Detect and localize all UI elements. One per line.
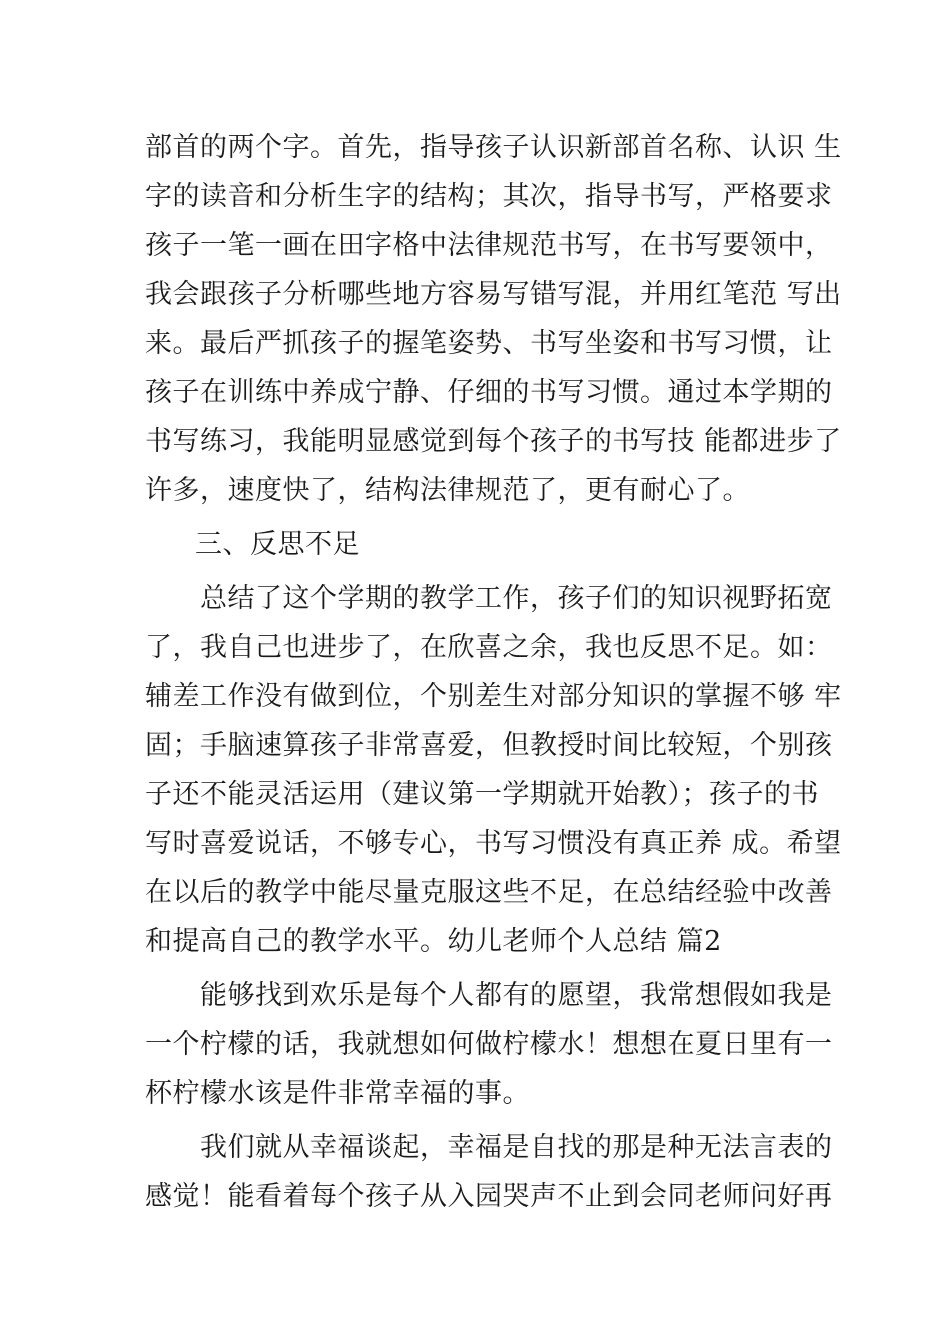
paragraph-line: 许多，速度快了，结构法律规范了，更有耐心了。 xyxy=(145,475,750,506)
paragraph-line: 总结了这个学期的教学工作，孩子们的知识视野拓宽 xyxy=(200,583,833,614)
paragraph-line: 写时喜爱说话，不够专心，书写习惯没有真正养 成。希望 xyxy=(145,828,842,859)
section-heading: 三、反思不足 xyxy=(195,529,360,560)
paragraph-line: 来。最后严抓孩子的握笔姿势、书写坐姿和书写习惯，让 xyxy=(145,328,833,359)
paragraph-line: 辅差工作没有做到位，个别差生对部分知识的掌握不够 牢 xyxy=(145,681,842,712)
paragraph-line: 能够找到欢乐是每个人都有的愿望，我常想假如我是 xyxy=(200,980,833,1011)
paragraph-line: 部首的两个字。首先，指导孩子认识新部首名称、认识 生 xyxy=(145,132,842,163)
paragraph-line: 我会跟孩子分析哪些地方容易写错写混，并用红笔范 写出 xyxy=(145,279,842,310)
paragraph-line: 字的读音和分析生字的结构；其次，指导书写，严格要求 xyxy=(145,181,833,212)
paragraph-line: 孩子一笔一画在田字格中法律规范书写，在书写要领中， xyxy=(145,230,833,261)
paragraph-line: 孩子在训练中养成宁静、仔细的书写习惯。通过本学期的 xyxy=(145,377,833,408)
paragraph-line: 了，我自己也进步了，在欣喜之余，我也反思不足。如： xyxy=(145,632,833,663)
paragraph-line: 一个柠檬的话，我就想如何做柠檬水！想想在夏日里有一 xyxy=(145,1029,833,1060)
paragraph-line: 固；手脑速算孩子非常喜爱，但教授时间比较短，个别孩 xyxy=(145,730,833,761)
paragraph-line: 在以后的教学中能尽量克服这些不足，在总结经验中改善 xyxy=(145,877,833,908)
paragraph-line: 子还不能灵活运用（建议第一学期就开始教）；孩子的书 xyxy=(145,779,819,810)
paragraph-line: 感觉！能看着每个孩子从入园哭声不止到会同老师问好再 xyxy=(145,1181,833,1212)
paragraph-line: 杯柠檬水该是件非常幸福的事。 xyxy=(145,1078,530,1109)
paragraph-line: 我们就从幸福谈起，幸福是自找的那是种无法言表的 xyxy=(200,1132,833,1163)
paragraph-line: 书写练习，我能明显感觉到每个孩子的书写技 能都进步了 xyxy=(145,426,842,457)
paragraph-line: 和提高自己的教学水平。幼儿老师个人总结 篇2 xyxy=(145,926,722,957)
